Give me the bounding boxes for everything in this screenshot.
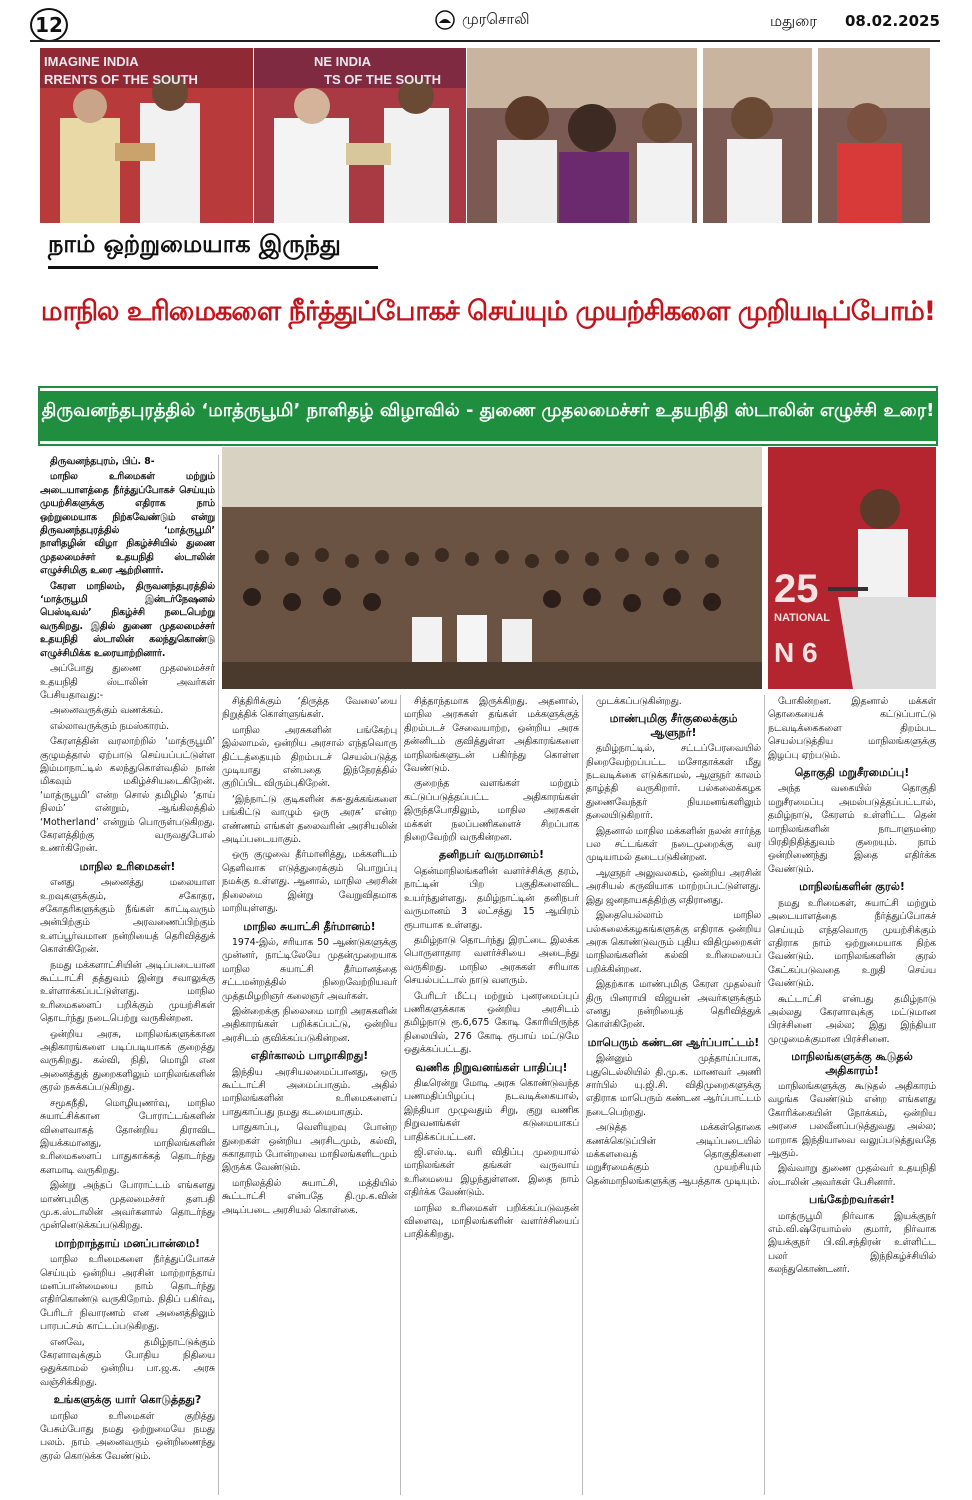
- edition-city: மதுரை: [770, 12, 818, 30]
- paragraph: முடக்கப்படுகின்றது.: [596, 696, 682, 707]
- paragraph: இன்னும் முத்தாய்ப்பாக, புதுடெல்லியில் தி.மு.க. மாணவர் அணி சார்பில் யு.ஜி.சி. விதிமுறைகளுக்கு எதிராக மாபெரும் கண்டன ஆர்ப்பாட்டம் நடைபெற்றது.: [586, 1053, 761, 1118]
- photo-audience-hall: [222, 447, 762, 689]
- kicker-underline: [48, 266, 378, 269]
- column-rule: [764, 695, 765, 1495]
- paragraph: மாநிலங்களுக்கு கூடுதல் அதிகாரம் வழங்க வேண்டும் என்ற எங்களது கோரிக்கையின் நோக்கம், ஒன்றிய அரசை பலவீனப்படுத்துவது அல்ல; மாறாக இந்தியாவை வலுப்படுத்துவதே ஆகும்.: [768, 1080, 936, 1159]
- article-column-2: [222, 695, 397, 1495]
- paragraph: நமது மக்களாட்சியின் அடிப்படையான கூட்டாட்சி தத்துவம் இன்று சவாலுக்கு உள்ளாக்கப்பட்டுள்ளது. மாநில உரிமைகளைப் பறிக்கும் முயற்சிகள் தொடர்ந்து நடைபெற்று வருகின்றன.: [40, 959, 215, 1025]
- paragraph: இதனால் மாநில மக்களின் நலன் சார்ந்த பல சட்டங்கள் நடைமுறைக்கு வர முடியாமல் தடைபடுகின்றன.: [586, 825, 761, 864]
- paragraph: கேரள மாநிலம், திருவனந்தபுரத்தில் ‘மாத்ருபூமி இன்டர்நேஷனல் பெஸ்டிவல்’ நிகழ்ச்சி நடைபெற்று வருகிறது. இதில் துணை முதலமைச்சர் உதயநிதி ஸ்டாலின் கலந்துகொண்டு எழுச்சிமிக்க உரையாற்றினார்.: [40, 580, 215, 659]
- subheading: வணிக நிறுவனங்கள் பாதிப்பு!: [415, 1060, 568, 1074]
- paragraph: திடீரென்று மோடி அரசு கொண்டுவந்த பணமதிப்பிழப்பு நடவடிக்கையால், இந்தியா முழுவதும் சிறு, குறு வணிக நிறுவனங்கள் கடுமையாகப் பாதிக்கப்பட்டன.: [404, 1077, 579, 1143]
- paragraph: தென்மாநிலங்களின் வளர்ச்சிக்கு தரம், நாட்டின் பிற பகுதிகளைவிட உயர்ந்துள்ளது. தமிழ்நாட்டின் தனிநபர் வருமானம் 3 லட்சத்து 15 ஆயிரம் ரூபாயாக உள்ளது.: [404, 865, 579, 931]
- photo-selfie-crowd: [467, 48, 930, 223]
- subheading: மாநில சுயாட்சி தீர்மானம்!: [243, 919, 376, 933]
- photo-memento-presentation-1: [40, 48, 253, 223]
- article-column-4: [586, 695, 761, 1495]
- photo-memento-presentation-2: [254, 48, 466, 223]
- masthead-divider: [30, 40, 940, 42]
- paragraph: நமது உரிமைகள், சுயாட்சி மற்றும் அடையாளத்தை நீர்த்துப்போகச் செய்யும் எந்தவொரு முயற்சிக்கும் எதிராக நாம் ஒற்றுமையாக நிற்க வேண்டும். மாநிலங்களின் குரல் கேட்கப்படுவதை உறுதி செய்ய வேண்டும்.: [768, 897, 936, 990]
- photo-speaker-podium: [768, 447, 936, 689]
- paragraph: மாத்ருபூமி நிர்வாக இயக்குநர் எம்.வி.ஷ்ரேயாம்ஸ் குமார், நிர்வாக இயக்குநர் பி.வி.சந்திரன் உள்ளிட்ட பலர் இந்நிகழ்ச்சியில் கலந்துகொண்டனர்.: [768, 1210, 936, 1276]
- paragraph: சமூகநீதி, மொழியுணர்வு, மாநில சுயாட்சிக்கான போராட்டங்களின் விளைவாகத் தோன்றிய திராவிட இயக்கமானது, மாநிலங்களின் உரிமைகளைப் பாதுகாக்கத் தொடர்ந்து களமாடி வருகிறது.: [40, 1097, 215, 1176]
- paragraph: ஆளுநர் அலுவலகம், ஒன்றிய அரசின் அரசியல் கருவியாக மாற்றப்பட்டுள்ளது. இது ஜனநாயகத்திற்கு எதிரானது.: [586, 867, 761, 906]
- column-rule: [400, 695, 401, 1495]
- banner-text: TS OF THE SOUTH: [324, 72, 441, 87]
- paragraph: சித்திரிக்கும் ‘திருத்த வேலை’யை நிறுத்திக் கொள்ளுங்கள்.: [222, 696, 397, 721]
- backdrop-text: N 6: [774, 637, 818, 668]
- paragraph: மாநில உரிமைகள் பறிக்கப்படுவதன் விளைவு, மாநிலங்களின் வளர்ச்சியைப் பாதிக்கிறது.: [404, 1202, 579, 1241]
- rising-sun-logo-icon: [435, 10, 455, 30]
- paragraph: அந்த வகையில் தொகுதி மறுசீரமைப்பு அமல்படுத்தப்பட்டால், தமிழ்நாடு, கேரளம் உள்ளிட்ட தென் மாநிலங்களின் நாடாளுமன்ற பிரதிநிதித்துவம் குறையும். நாம் ஒன்றிணைந்து இதை எதிர்க்க வேண்டும்.: [768, 783, 936, 875]
- subheading: எதிர்காலம் பாழாகிறது!: [250, 1049, 369, 1063]
- deck-text: திருவனந்தபுரத்தில் ‘மாத்ருபூமி’ நாளிதழ் விழாவில் - துணை முதலமைச்சர் உதயநிதி ஸ்டாலின் எழுச்சி உரை!: [41, 400, 935, 421]
- column-rule: [218, 455, 219, 1495]
- paper-name: முரசொலி: [462, 10, 530, 28]
- banner-text: RRENTS OF THE SOUTH: [44, 72, 198, 87]
- paragraph: ஒரு குழுவை தீர்மானித்து, மக்களிடம் தெளிவாக எடுத்துரைக்கும் பொறுப்பு நமக்கு உள்ளது. ஆனால், மாநில அரசின் நிலைமை இன்று வேறுவிதமாக மாறியுள்ளது.: [222, 849, 397, 915]
- paragraph: மாநில உரிமைகளை நீர்த்துப்போகச் செய்யும் ஒன்றிய அரசின் மாற்றாந்தாய் மனப்பான்மையை நாம் தொடர்ந்து எதிர்கொண்டு வருகிறோம். நிதிப் பகிர்வு, பேரிடர் நிவாரணம் என அனைத்திலும் பாரபட்சம் காட்டப்படுகிறது.: [40, 1254, 215, 1333]
- paragraph: அப்போது துணை முதலமைச்சர் உதயநிதி ஸ்டாலின் அவர்கள் பேசியதாவது:-: [40, 663, 215, 701]
- article-column-3: [404, 695, 579, 1495]
- paragraph: பேரிடர் மீட்பு மற்றும் புனரமைப்புப் பணிகளுக்காக ஒன்றிய அரசிடம் தமிழ்நாடு ரூ.6,675 கோடி கோரியிருந்த நிலையில், 276 கோடி ரூபாய் மட்டுமே ஒதுக்கப்பட்டது.: [404, 990, 579, 1056]
- backdrop-text: 25: [774, 567, 819, 611]
- paragraph: சித்தாந்தமாக இருக்கிறது. அதனால், மாநில அரசுகள் தங்கள் மக்களுக்குத் திறம்படச் சேவையாற்ற, ஒன்றிய அரசு தன்னிடம் குவித்துள்ள அதிகாரங்களை மாநிலங்களுடன் பகிர்ந்து கொள்ள வேண்டும்.: [404, 696, 579, 775]
- paragraph: ‘இந்நாட்டு குடிகளின் சுக-துக்கங்களை பங்கிட்டு வாழும் ஒரு அரசு’ என்ற எண்ணம் எங்கள் தலைவரின் அரசியலின் அடிப்படையாகும்.: [222, 793, 397, 846]
- paragraph: இதையெல்லாம் மாநில பல்கலைக்கழகங்களுக்கு எதிராக ஒன்றிய அரசு கொண்டுவரும் புதிய விதிமுறைகள் மாநிலங்களின் கல்வி உரிமையைப் பறிக்கின்றன.: [586, 910, 761, 975]
- page-number: 12: [30, 8, 68, 42]
- paragraph: பாதுகாப்பு, வெளியுறவு போன்ற துறைகள் ஒன்றிய அரசிடமும், கல்வி, சுகாதாரம் போன்றவை மாநிலங்களிடமும் இருக்க வேண்டும்.: [222, 1122, 397, 1174]
- paragraph: தமிழ்நாட்டில், சட்டப்பேரவையில் நிறைவேற்றப்பட்ட மசோதாக்கள் மீது நடவடிக்கை எடுக்காமல், ஆளுநர் காலம் தாழ்த்தி வருகிறார். பல்கலைக்கழக துணைவேந்தர் நியமனங்களிலும் தலையிடுகிறார்.: [586, 743, 761, 822]
- column-rule: [582, 695, 583, 1495]
- paragraph: மாநிலத்தில் சுயாட்சி, மத்தியில் கூட்டாட்சி என்பதே தி.மு.க.வின் அடிப்படை அரசியல் கொள்கை.: [222, 1177, 397, 1216]
- paragraph: குறைந்த வளங்கள் மற்றும் கட்டுப்படுத்தப்பட்ட அதிகாரங்கள் இருந்தபோதிலும், மாநில அரசுகள் மக்கள் நலப்பணிகளைச் சிறப்பாக நிறைவேற்றி வருகின்றன.: [404, 778, 579, 844]
- subheading: மாற்றாந்தாய் மனப்பான்மை!: [54, 1236, 201, 1250]
- paragraph: அனைவருக்கும் வணக்கம்.: [50, 705, 164, 717]
- paragraph: தமிழ்நாடு தொடர்ந்து இரட்டை இலக்க பொருளாதார வளர்ச்சியை அடைந்து வருகிறது. மாநில அரசுகள் சரியாக செயல்பட்டால் நாடு வளரும்.: [404, 934, 579, 987]
- paragraph: அடுத்த மக்கள்தொகை கணக்கெடுப்பின் அடிப்படையில் மக்களவைத் தொகுதிகளை மறுசீரமைக்கும் முயற்சியும் தென்மாநிலங்களுக்கு ஆபத்தாக முடியும்.: [586, 1122, 761, 1187]
- paragraph: மாநில அரசுகளின் பங்கேற்பு இல்லாமல், ஒன்றிய அரசால் எந்தவொரு திட்டத்தையும் திறம்படச் செயல்படுத்த முடியாது என்பதை இந்நேரத்தில் குறிப்பிட விரும்புகிறேன்.: [222, 724, 397, 790]
- paragraph: ஜி.எஸ்.டி. வரி விதிப்பு முறையால் மாநிலங்கள் தங்கள் வருவாய் உரிமையை இழந்துள்ளன. இதை நாம் எதிர்க்க வேண்டும்.: [404, 1147, 579, 1199]
- subheading: தனிநபர் வருமானம்!: [439, 848, 544, 862]
- paragraph: 1974-இல், சரியாக 50 ஆண்டுகளுக்கு முன்னர், நாட்டிலேயே முதன்முறையாக மாநில சுயாட்சி தீர்மானத்தை சட்டமன்றத்தில் நிறைவேற்றியவர் முத்தமிழறிஞர் கலைஞர் அவர்கள்.: [222, 936, 397, 1002]
- paragraph: கூட்டாட்சி என்பது தமிழ்நாடு அல்லது கேரளாவுக்கு மட்டுமான பிரச்சினை அல்ல; இது இந்தியா முழுமைக்குமான பிரச்சினை.: [768, 993, 936, 1045]
- headline-kicker: நாம் ஒற்றுமையாக இருந்து: [48, 230, 341, 258]
- article-column-1: [40, 455, 215, 1495]
- banner-text: NE INDIA: [314, 54, 372, 69]
- paragraph: எல்லாவருக்கும் நமஸ்காரம்.: [50, 720, 170, 732]
- subheading: தொகுதி மறுசீரமைப்பு!: [794, 766, 910, 780]
- article-column-5: [768, 695, 936, 1495]
- paragraph: கேரளத்தின் வரலாற்றில் ‘மாத்ருபூமி’ குழுமத்தால் ஏற்பாடு செய்யப்பட்டுள்ள இம்மாநாட்டில் கலந்துகொள்வதில் நான் மிகவும் மகிழ்ச்சியடைகிறேன். ‘மாத்ருபூமி’ என்ற சொல் தமிழில் ‘தாய் நிலம்’ என்றும், ஆங்கிலத்தில் ‘Motherland’ என்றும் பொருள்படுகிறது. கேரளத்திற்கு வருவதுபோல் உணர்கிறேன்.: [40, 736, 215, 855]
- subheading: மாநிலங்களின் குரல்!: [799, 880, 905, 894]
- main-headline: மாநில உரிமைகளை நீர்த்துப்போகச் செய்யும் முயற்சிகளை முறியடிப்போம்!: [40, 296, 936, 327]
- subheading: மாண்புமிகு சீர்குலைக்கும் ஆளுநர்!: [609, 712, 738, 739]
- subheading: உங்களுக்கு யார் கொடுத்தது?: [53, 1393, 202, 1407]
- paragraph: இன்று அந்தப் போராட்டம் எங்களது மாண்புமிகு முதலமைச்சர் தளபதி மு.க.ஸ்டாலின் அவர்களால் தொடர்ந்து முன்னெடுக்கப்படுகிறது.: [40, 1180, 215, 1232]
- paragraph: போகின்றன. இதனால் மக்கள் தொகையைக் கட்டுப்பாட்டு நடவடிக்கைகளை திறம்பட செயல்படுத்திய மாநிலங்களுக்கு இழப்பு ஏற்படும்.: [768, 696, 936, 761]
- subheading: மாநில உரிமைகள்!: [79, 859, 176, 873]
- paragraph: மாநில உரிமைகள் மற்றும் அடையாளத்தை நீர்த்துப்போகச் செய்யும் முயற்சிகளுக்கு எதிராக நாம் ஒற்றுமையாக நிற்கவேண்டும் என்று திருவனந்தபுரத்தில் ‘மாத்ருபூமி’ நாளிதழின் விழா நிகழ்ச்சியில் துணை முதலமைச்சர் உதயநிதி ஸ்டாலின் எழுச்சிமிகு உரை ஆற்றினார்.: [40, 471, 215, 577]
- paragraph: இன்றைக்கு நிலைமை மாறி அரசுகளின் அதிகாரங்கள் பறிக்கப்பட்டு, ஒன்றிய அரசிடம் குவிக்கப்படுகின்றன.: [222, 1005, 397, 1044]
- issue-date: 08.02.2025: [845, 12, 940, 30]
- paragraph: எனது அனைத்து மலையாள உறவுகளுக்கும், சகோதர, சகோதரிகளுக்கும் நீங்கள் காட்டிவரும் அன்பிற்கும் அரவணைப்பிற்கும் உளப்பூர்வமான நன்றியைத் தெரிவித்துக் கொள்கிறேன்.: [40, 877, 215, 956]
- banner-text: IMAGINE INDIA: [44, 54, 139, 69]
- paragraph: ஒன்றிய அரசு, மாநிலங்களுக்கான அதிகாரங்களை படிப்படியாகக் குறைத்து வருகிறது. கல்வி, நிதி, மொழி என அனைத்துத் துறைகளிலும் மாநிலங்களின் குரல் நசுக்கப்படுகிறது.: [40, 1028, 215, 1094]
- subheading: மாநிலங்களுக்கு கூடுதல் அதிகாரம்!: [791, 1050, 913, 1077]
- subheading: பங்கேற்றவர்கள்!: [809, 1193, 895, 1207]
- dateline: திருவனந்தபுரம், பிப். 8-: [50, 456, 155, 467]
- paragraph: இந்திய அரசியலமைப்பானது, ஒரு கூட்டாட்சி அமைப்பாகும். அதில் மாநிலங்களின் உரிமைகளைப் பாதுகாப்பது நமது கடமையாகும்.: [222, 1066, 397, 1118]
- masthead: [0, 0, 972, 42]
- subheading: மாபெரும் கண்டன ஆர்ப்பாட்டம்!: [587, 1035, 760, 1049]
- paragraph: இவ்வாறு துணை முதல்வர் உதயநிதி ஸ்டாலின் அவர்கள் பேசினார்.: [768, 1163, 936, 1188]
- paragraph: மாநில உரிமைகள் குறித்து பேசும்போது நமது ஒற்றுமையே நமது பலம். நாம் அனைவரும் ஒன்றிணைந்து குரல் கொடுக்க வேண்டும்.: [40, 1410, 215, 1462]
- paragraph: இதற்காக மாண்புமிகு கேரள முதல்வர் திரு பினராயி விஜயன் அவர்களுக்கும் எனது நன்றியைத் தெரிவித்துக் கொள்கிறேன்.: [586, 979, 761, 1031]
- paragraph: எனவே, தமிழ்நாட்டுக்கும் கேரளாவுக்கும் போதிய நிதியை ஒதுக்காமல் ஒன்றிய பா.ஜ.க. அரசு வஞ்சிக்கிறது.: [40, 1336, 215, 1388]
- backdrop-text: NATIONAL: [774, 612, 831, 624]
